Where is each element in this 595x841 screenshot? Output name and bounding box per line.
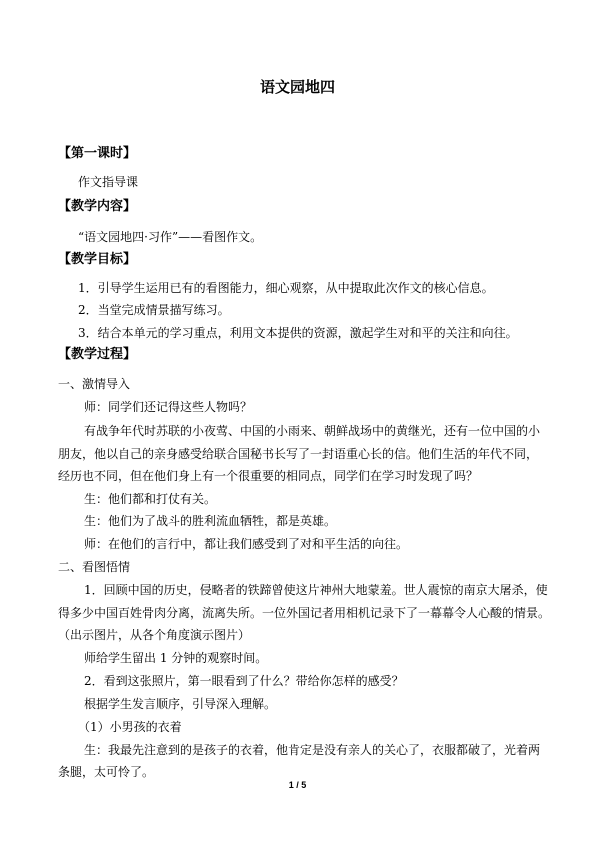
paragraph-line: 经历也不同，但在他们身上有一个很重要的相同点，同学们在学习时发现了吗？ [58, 469, 479, 483]
section-heading-goals: 【教学目标】 [58, 252, 137, 267]
paragraph-line: 师：同学们还记得这些人物吗？ [84, 400, 253, 414]
paragraph-line: 生：我最先注意到的是孩子的衣着，他肯定是没有亲人的关心了，衣服都破了，光着两 [84, 743, 541, 757]
goal-item: 3．结合本单元的学习重点，利用文本提供的资源，激起学生对和平的关注和向往。 [78, 326, 518, 340]
goal-item: 1．引导学生运用已有的看图能力，细心观察，从中提取此次作文的核心信息。 [78, 281, 494, 295]
paragraph-line: 得多少中国百姓骨肉分离，流离失所。一位外国记者用相机记录下了一幕幕令人心酸的情景。 [58, 606, 551, 620]
section-heading-content: 【教学内容】 [58, 199, 137, 214]
paragraph-line: 根据学生发言顺序，引导深入理解。 [84, 697, 277, 711]
paragraph-line: “语文园地四·习作”——看图作文。 [78, 230, 263, 244]
paragraph-line: （1）小男孩的衣着 [78, 720, 182, 734]
paragraph-line: 生：他们都和打仗有关。 [84, 492, 217, 506]
paragraph-line: 师给学生留出 1 分钟的观察时间。 [84, 651, 268, 665]
paragraph-line: 1．回顾中国的历史，侵略者的铁蹄曾使这片神州大地蒙羞。世人震惊的南京大屠杀，使 [84, 583, 548, 597]
page-title: 语文园地四 [259, 78, 335, 96]
paragraph-line: 2．看到这张照片，第一眼看到了什么？带给你怎样的感受？ [84, 674, 404, 688]
section-heading-process: 【教学过程】 [58, 347, 137, 362]
paragraph-line: 朋友，他以自己的亲身感受给联合国秘书长写了一封语重心长的信。他们生活的年代不同， [58, 447, 539, 461]
goal-item: 2．当堂完成情景描写练习。 [78, 303, 230, 317]
subsection-heading: 一、激情导入 [58, 377, 131, 391]
paragraph-line: 作文指导课 [78, 175, 139, 189]
paragraph-line: 有战争年代时苏联的小夜莺、中国的小雨来、朝鲜战场中的黄继光，还有一位中国的小 [84, 424, 541, 438]
page-number: 1 / 5 [288, 780, 307, 790]
paragraph-line: 条腿，太可怜了。 [58, 765, 155, 779]
paragraph-line: 生：他们为了战斗的胜利流血牺牲，都是英雄。 [84, 514, 337, 528]
paragraph-line: （出示图片，从各个角度演示图片） [58, 628, 251, 642]
paragraph-line: 师：在他们的言行中，都让我们感受到了对和平生活的向往。 [84, 537, 409, 551]
section-heading-first-lesson: 【第一课时】 [58, 146, 137, 161]
subsection-heading: 二、看图悟情 [58, 560, 131, 574]
